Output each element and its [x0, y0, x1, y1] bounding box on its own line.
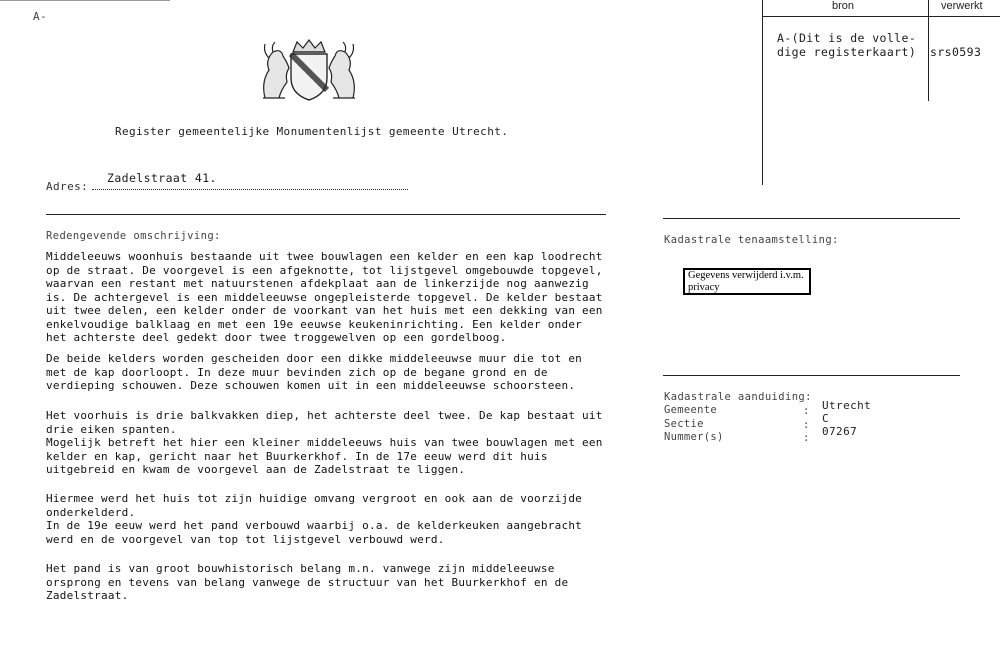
kadaster-sep: :: [803, 432, 810, 444]
register-title: Register gemeentelijke Monumentenlijst gemeente Utrecht.: [115, 125, 509, 138]
description-paragraph-2: De beide kelders worden gescheiden door een dikke middeleeuwse muur die tot en met de kap doorloopt. In deze muur bevinden zich op de begane grond en de verdieping schouwen. Deze schouwen komen uit in een middeleeuwse schoorsteen.: [46, 352, 583, 392]
tenaamstelling-heading: Kadastrale tenaamstelling:: [664, 234, 839, 246]
bron-header: bron: [832, 0, 855, 12]
kadaster-row-nummers: [664, 431, 724, 443]
top-rule: [0, 0, 170, 1]
verwerkt-header: verwerkt: [941, 0, 983, 12]
left-section-rule: [46, 214, 606, 215]
privacy-notice: Gegevens verwijderd i.v.m. privacy: [683, 268, 811, 295]
description-heading: Redengevende omschrijving:: [46, 230, 221, 242]
address-value: Zadelstraat 41.: [107, 171, 217, 185]
corner-mark: A-: [33, 10, 48, 23]
description-paragraph-5: Het pand is van groot bouwhistorisch belang m.n. vanwege zijn middeleeuwse orsprong en tevens van belang vanwege de structuur van het Buurkerkhof en de Zadelstraat.: [46, 562, 569, 602]
kadaster-label: Sectie: [664, 418, 704, 430]
kadaster-label: Gemeente: [664, 404, 717, 416]
address-label: Adres:: [46, 180, 89, 193]
description-paragraph-3: Het voorhuis is drie balkvakken diep, het achterste deel twee. De kap bestaat uit drie eiken spanten. Mogelijk betreft het hier een kleiner middeleeuws huis van twee bouwlagen met een kelder en kap, gericht naar het Buurkerkhof. In de 17e eeuw werd dit huis uitgebreid en kwam de voorgevel aan de Zadelstraat te liggen.: [46, 409, 603, 476]
kadaster-value: Utrecht: [822, 399, 872, 412]
aanduiding-heading: Kadastrale aanduiding:: [664, 391, 812, 403]
table-left-border: [762, 0, 763, 185]
kadaster-value: C: [822, 412, 830, 425]
aanduiding-rule: [663, 375, 960, 376]
kadaster-sep: :: [803, 405, 810, 417]
description-paragraph-4: Hiermee werd het huis tot zijn huidige omvang vergroot en ook aan de voorzijde onderkelderd. In de 19e eeuw werd het pand verbouwd waarbij o.a. de kelderkeuken aangebracht werd en de voorgevel van top tot lijstgevel verbouwd werd.: [46, 492, 583, 546]
kadaster-label: Nummer(s): [664, 431, 724, 443]
address-dotted-line: [92, 189, 408, 190]
kadaster-sep: :: [803, 419, 810, 431]
table-header-rule: [762, 16, 1000, 17]
kadaster-row-gemeente: [664, 404, 717, 416]
kadaster-value: 07267: [822, 425, 858, 438]
coat-of-arms-icon: [255, 38, 363, 102]
verwerkt-value: srs0593: [930, 45, 982, 59]
bron-value-line1: A-(Dit is de volle-: [777, 31, 917, 45]
description-paragraph-1: Middeleeuws woonhuis bestaande uit twee bouwlagen een kelder en een kap loodrecht op de straat. De voorgevel is een afgeknotte, tot lijstgevel omgebouwde topgevel, waarvan een restant met natuurstenen afdekplaat aan de linkerzijde nog aanwezig is. De achtergevel is een middeleeuwse ongepleisterde topgevel. De kelder bestaat uit twee delen, een kelder onder de voorkant van het huis met een dekking van een enkelvoudige balklaag en met een 19e eeuwse keukeninrichting. Een kelder onder het achterste deel gedekt door twee troggewelven op een gordelboog.: [46, 250, 603, 344]
kadaster-row-sectie: [664, 418, 704, 430]
bron-value-line2: dige registerkaart): [777, 45, 917, 59]
tenaamstelling-rule: [663, 218, 960, 219]
